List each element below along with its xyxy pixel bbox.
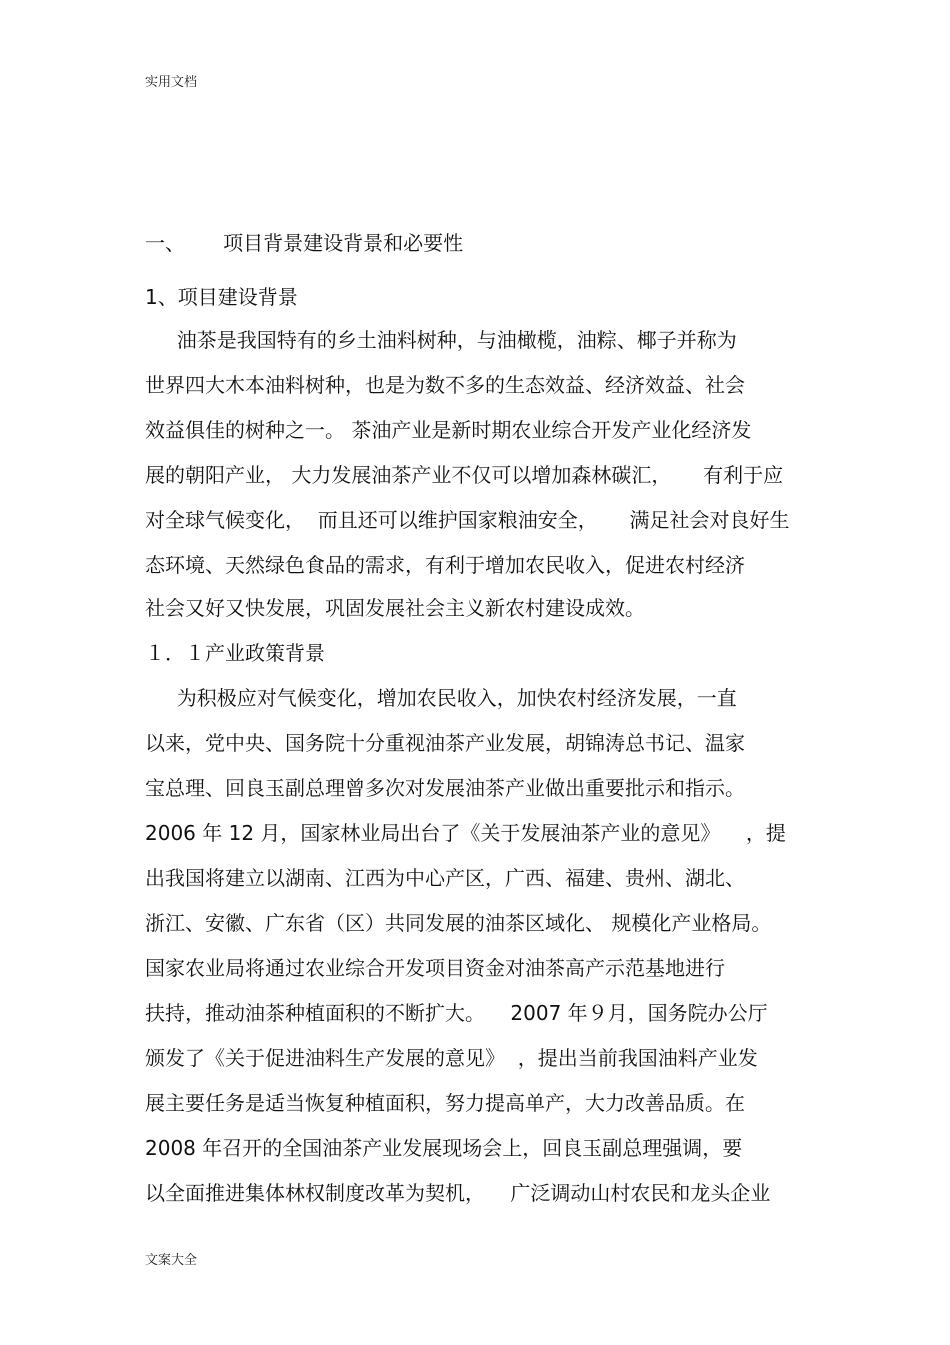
page-footer: 文案大全 [145, 1253, 198, 1268]
paragraph-line: 以全面推进集体林权制度改革为契机， 广泛调动山村农民和龙头企业 [145, 1181, 771, 1205]
paragraph-line: 国家农业局将通过农业综合开发项目资金对油茶高产示范基地进行 [145, 956, 725, 980]
paragraph-line: 油茶是我国特有的乡土油料树种，与油橄榄，油粽、椰子并称为 [145, 328, 737, 352]
subsection-heading: １．１产业政策背景 [145, 641, 325, 665]
paragraph-line: 态环境、天然绿色食品的需求，有利于增加农民收入，促进农村经济 [145, 553, 745, 577]
subsection-heading: 1、项目建设背景 [145, 285, 298, 309]
paragraph-line: 颁发了《关于促进油料生产发展的意见》 ，提出当前我国油料产业发 [145, 1046, 758, 1070]
paragraph-line: 2008 年召开的全国油茶产业发展现场会上，回良玉副总理强调，要 [145, 1136, 743, 1160]
paragraph-line: 浙江、安徽、广东省（区）共同发展的油茶区域化、 规模化产业格局。 [145, 911, 772, 935]
paragraph-line: 出我国将建立以湖南、江西为中心产区，广西、福建、贵州、湖北、 [145, 866, 745, 890]
paragraph-line: 以来，党中央、国务院十分重视油茶产业发展，胡锦涛总书记、温家 [145, 731, 745, 755]
paragraph-line: 为积极应对气候变化，增加农民收入，加快农村经济发展，一直 [145, 686, 737, 710]
paragraph-line: 效益俱佳的树种之一。 茶油产业是新时期农业综合开发产业化经济发 [145, 418, 752, 442]
paragraph-line: 扶持，推动油茶种植面积的不断扩大。 2007 年９月，国务院办公厅 [145, 1001, 768, 1025]
paragraph-line: 社会又好又快发展，巩固发展社会主义新农村建设成效。 [145, 596, 645, 620]
paragraph-line: 2006 年 12 月，国家林业局出台了《关于发展油茶产业的意见》 ，提 [145, 821, 786, 845]
paragraph-line: 展的朝阳产业， 大力发展油茶产业不仅可以增加森林碳汇， 有利于应 [145, 463, 784, 487]
paragraph-line: 对全球气候变化， 而且还可以维护国家粮油安全， 满足社会对良好生 [145, 508, 790, 532]
page-header: 实用文档 [145, 75, 198, 90]
paragraph-line: 世界四大木本油料树种，也是为数不多的生态效益、经济效益、社会 [145, 373, 745, 397]
section-title: 一、 项目背景建设背景和必要性 [145, 231, 464, 255]
paragraph-line: 宝总理、回良玉副总理曾多次对发展油茶产业做出重要批示和指示。 [145, 776, 745, 800]
paragraph-line: 展主要任务是适当恢复种植面积，努力提高单产，大力改善品质。在 [145, 1091, 745, 1115]
